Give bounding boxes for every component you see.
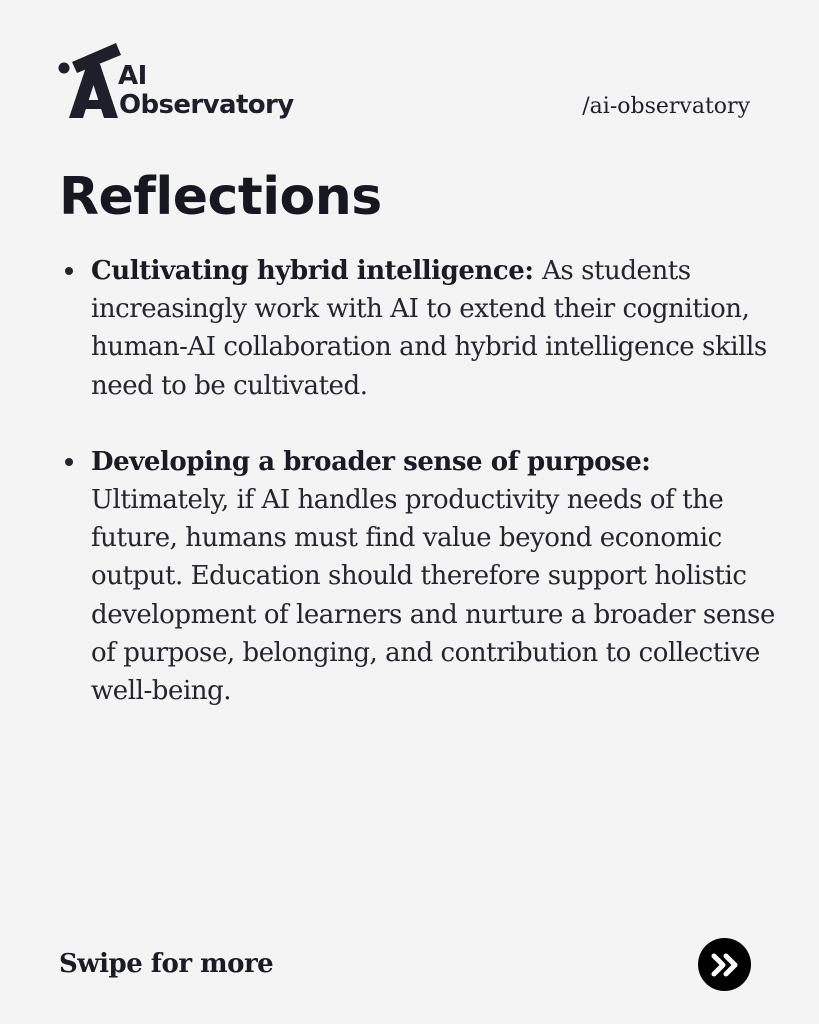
reflection-item-sense-of-purpose: [59, 443, 787, 710]
telescope-a-icon: [58, 40, 122, 120]
account-handle: /ai-observatory: [582, 94, 750, 119]
bullet-icon: [65, 458, 73, 466]
swipe-prompt: Swipe for more: [59, 949, 274, 979]
reflection-body: As students increasingly work with AI to extend their cognition, human-AI collaboration and hybrid intelligence skills need to be cultivated.: [91, 256, 767, 401]
page-title: Reflections: [59, 167, 382, 227]
next-slide-button[interactable]: [698, 938, 751, 991]
double-chevron-right-icon: [710, 952, 740, 978]
reflection-body: Ultimately, if AI handles productivity needs of the future, humans must find value beyond economic output. Education should therefore support holistic development of learners and nurture a broader sense of purpose, belonging, and contribution to collective well-being.: [91, 485, 775, 707]
bullet-icon: [65, 267, 73, 275]
reflection-item-hybrid-intelligence: [59, 252, 787, 405]
brand-logo: [58, 40, 298, 124]
reflection-heading: Developing a broader sense of purpose:: [91, 446, 651, 477]
reflection-heading: Cultivating hybrid intelligence:: [91, 256, 543, 286]
reflections-list: [59, 252, 787, 710]
brand-name-line1: AI: [118, 61, 147, 91]
brand-name-line2: Observatory: [119, 90, 294, 120]
